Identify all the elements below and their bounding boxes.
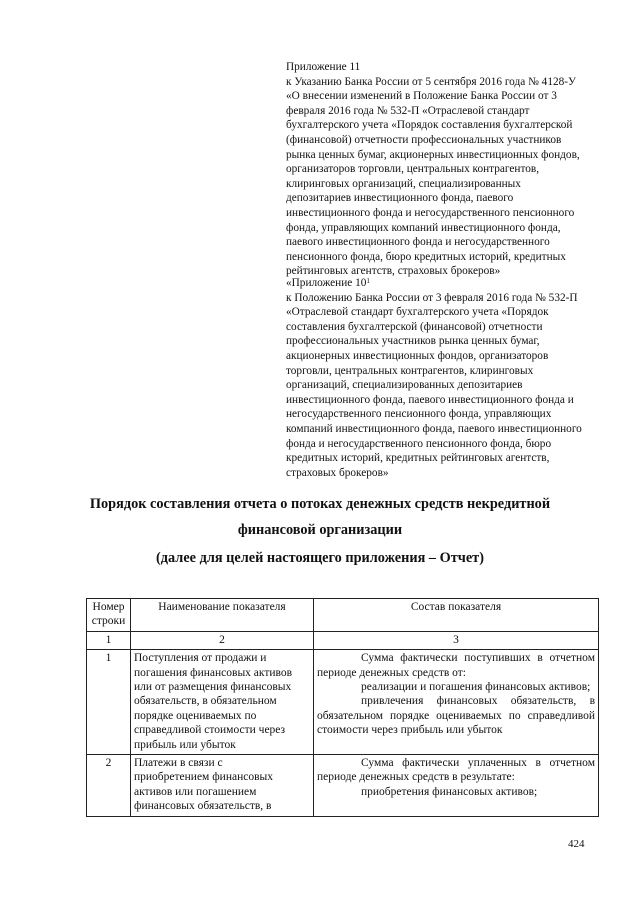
table-column-numbers-row — [87, 631, 599, 649]
indicator-content-intro: Сумма фактически уплаченных в отчетном периоде денежных средств в результате: — [317, 757, 595, 784]
column-number-1: 1 — [87, 631, 131, 649]
annex-10-1-superscript: 1 — [366, 277, 370, 285]
row-number: 2 — [87, 755, 131, 817]
annex-11-header — [286, 60, 596, 279]
annex-10-1-heading — [286, 276, 596, 291]
row-number: 1 — [87, 650, 131, 755]
column-header-line-number: Номер строки — [87, 599, 131, 632]
indicator-name: Платежи в связи с приобретением финансовых активов или погашением финансовых обязательств, в — [131, 755, 314, 817]
page-number: 424 — [568, 838, 585, 850]
indicator-content — [314, 650, 599, 755]
column-number-3: 3 — [314, 631, 599, 649]
column-number-2: 2 — [131, 631, 314, 649]
annex-10-1-reference: к Положению Банка России от 3 февраля 2016 года № 532-П «Отраслевой стандарт бухгалтерского учета «Порядок составления бухгалтерской (финансовой) отчетности профессиональных участников рынка ценных бумаг, акционерных инвестиционных фондов, организаторов торговли, центральных контрагентов, клиринговых организаций, специализированных депозитариев инвестиционного фонда, паевого инвестиционного фонда и негосударственного пенсионного фонда, управляющих компаний инвестиционного фонда, паевого инвестиционного фонда и негосударственного пенсионного фонда, бюро кредитных историй, кредитных рейтинговых агентств, страховых брокеров» — [286, 291, 582, 479]
document-title-line-3: (далее для целей настоящего приложения – Отчет) — [156, 550, 484, 566]
indicator-content — [314, 755, 599, 817]
annex-11-heading: Приложение 11 — [286, 61, 361, 73]
indicator-name: Поступления от продажи и погашения финансовых активов или от размещения финансовых обязательств, в обязательном порядке оцениваемых по справедливой стоимости через прибыль или убыток — [131, 650, 314, 755]
table-row — [87, 650, 599, 755]
column-header-indicator-name: Наименование показателя — [131, 599, 314, 632]
document-title-line-1: Порядок составления отчета о потоках денежных средств некредитной — [89, 496, 551, 512]
indicator-content-item: привлечения финансовых обязательств, в обязательном порядке оцениваемых по справедливой стоимости через прибыль или убыток — [317, 695, 595, 737]
column-header-indicator-content: Состав показателя — [314, 599, 599, 632]
indicator-content-intro: Сумма фактически поступивших в отчетном периоде денежных средств от: — [317, 652, 595, 679]
indicator-content-item: реализации и погашения финансовых активов; — [361, 681, 591, 694]
report-structure-table — [86, 598, 599, 817]
table-row — [87, 755, 599, 817]
table-header-row — [87, 599, 599, 632]
annex-10-1-header — [286, 276, 596, 480]
annex-10-1-heading-text: «Приложение 10 — [286, 277, 367, 289]
document-title-line-2: финансовой организации — [237, 522, 403, 538]
indicator-content-item: приобретения финансовых активов; — [361, 785, 538, 798]
annex-11-reference: к Указанию Банка России от 5 сентября 2016 года № 4128-У «О внесении изменений в Положение Банка России от 3 февраля 2016 года № 532-П «Отраслевой стандарт бухгалтерского учета «Порядок составления бухгалтерской (финансовой) отчетности профессиональных участников рынка ценных бумаг, акционерных инвестиционных фондов, организаторов торговли, центральных контрагентов, клиринговых организаций, специализированных депозитариев инвестиционного фонда, паевого инвестиционного фонда и негосударственного пенсионного фонда, управляющих компаний инвестиционного фонда, паевого инвестиционного фонда и негосударственного пенсионного фонда, бюро кредитных историй, кредитных рейтинговых агентств, страховых брокеров» — [286, 75, 580, 278]
